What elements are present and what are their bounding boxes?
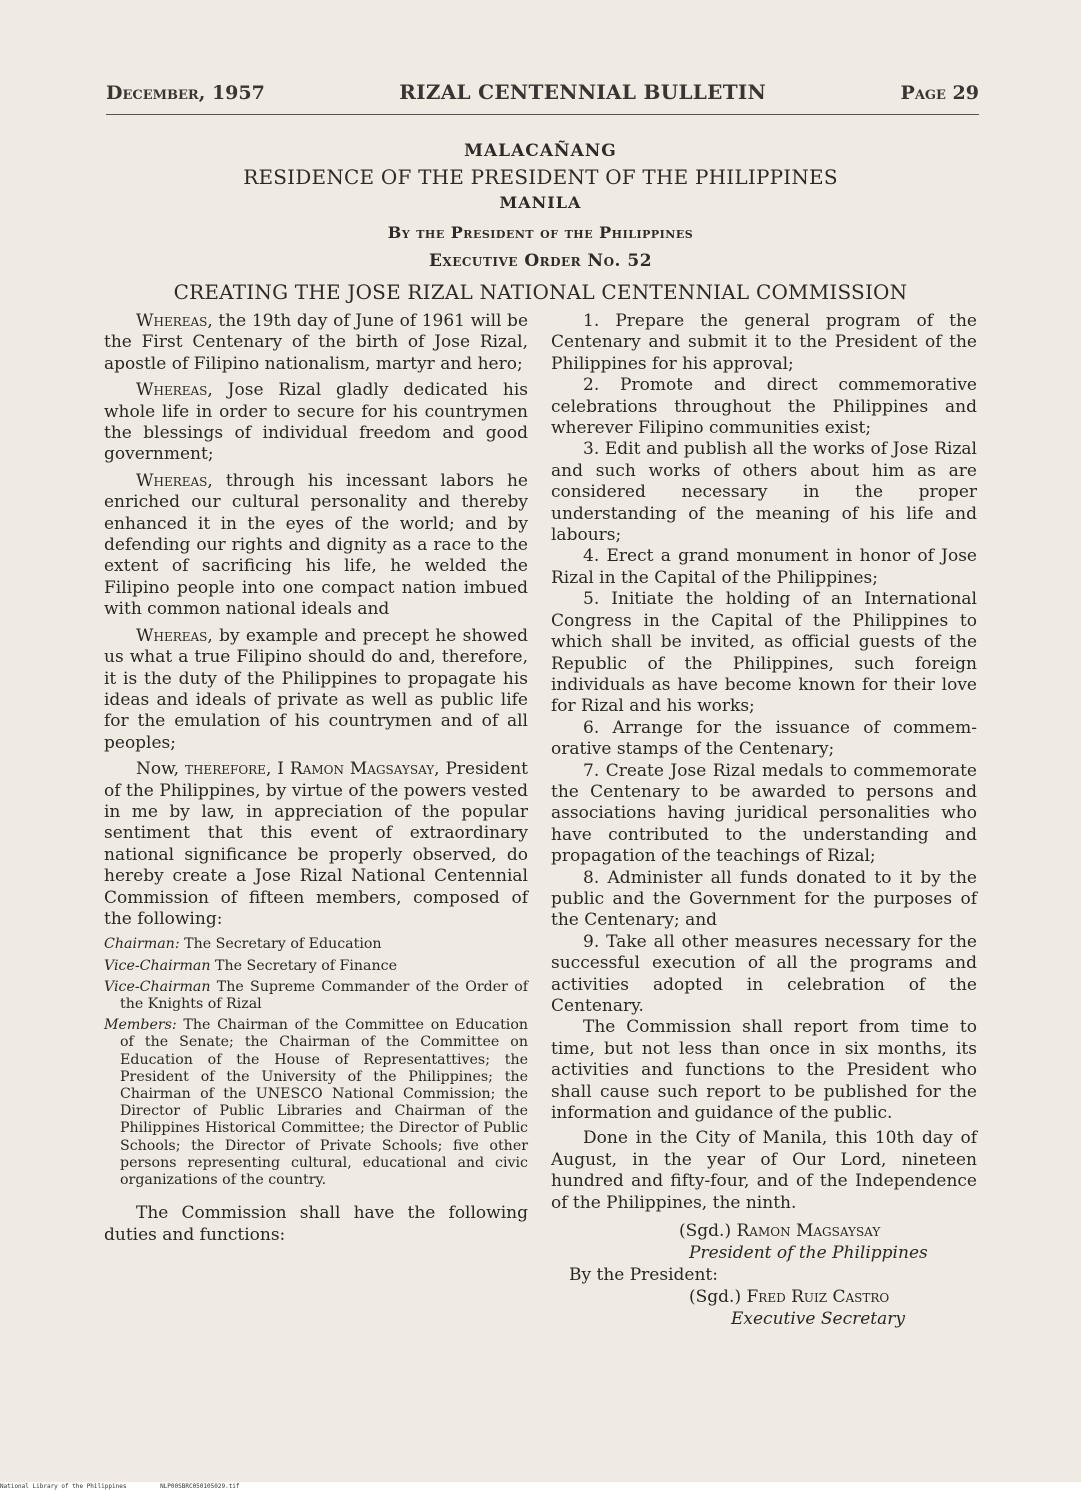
whereas-text: through his incessant labors he enriched our cultural personality and thereby enhanced it in the eyes of the world; and by defending our rights and dignity as a race to the extent of sacrificing his life, he welded the Filipino people into one compact nation imbued with common national ideals and (104, 470, 528, 620)
duty-item: 5. Initiate the holding of an International Congress in the Capital of the Philippines to which shall be invited, as official guests of the Republic of the Philippines, such foreign individuals as have become known for their love for Rizal and his works; (551, 589, 977, 717)
issue-date: December, 1957 (106, 82, 265, 104)
pronoun: I (271, 759, 290, 780)
whereas-text: the 19th day of June of 1961 will be the First Centenary of the birth of Jose Rizal, apostle of Filipino nationalism, martyr and hero; (104, 311, 528, 374)
member-text: The Secretary of Finance (210, 957, 397, 974)
duty-item: 9. Take all other measures necessary for the successful execution of all the programs and activities adopted in celebration of the Centenary. (551, 931, 977, 1016)
whereas-lead: Whereas, (136, 470, 213, 491)
done-paragraph: Done in the City of Manila, this 10th day of August, in the year of Our Lord, nineteen hundred and fifty-four, and of the Independence of the Philippines, the ninth. (551, 1128, 977, 1213)
signature-president (551, 1220, 977, 1242)
member-role: Members: (104, 1017, 177, 1034)
whereas-lead: Whereas, (136, 380, 213, 401)
whereas-paragraph-1 (104, 311, 528, 375)
right-column (551, 311, 977, 1330)
header-rule (106, 114, 979, 115)
signature-block (551, 1220, 977, 1330)
signatory-title: President of the Philippines (689, 1243, 928, 1264)
whereas-text: by example and precept he showed us what a true Filipino should do and, therefore, it is the duty of the Philippines to propagate his ideas and ideals of private as well as public life for the emulation of his countrymen and of all peoples; (104, 625, 528, 753)
whereas-paragraph-4 (104, 626, 528, 754)
signatory-name: Ramon Magsaysay (736, 1221, 881, 1242)
duties-intro: The Commission shall have the following duties and functions: (104, 1203, 528, 1245)
left-column (104, 311, 528, 1251)
commission-members (104, 936, 528, 1189)
duty-item: 7. Create Jose Rizal medals to commemorate the Centenary to be awarded to persons and associations having juridical personalities who have contributed to the understanding and propagation of the teachings of Rizal; (551, 760, 977, 867)
signed-mark: (Sgd.) (689, 1287, 747, 1308)
source-label: National Library of the Philippines (0, 1483, 127, 1490)
residence-heading: RESIDENCE OF THE PRESIDENT OF THE PHILIPPINES (243, 165, 838, 189)
whereas-paragraph-3 (104, 471, 528, 621)
signatory-title: Executive Secretary (731, 1309, 905, 1330)
order-number-heading: Executive Order No. 52 (428, 251, 653, 271)
duty-item: 2. Promote and direct commemorative celebrations throughout the Philippines and wherever Filipino communities exist; (551, 375, 977, 439)
scan-footer (0, 1482, 1081, 1491)
duty-item: 3. Edit and publish all the works of Jose Rizal and such works of others about him as are considered necessary in the proper understanding of the meaning of his life and labours; (551, 439, 977, 546)
member-entry (104, 936, 528, 953)
by-the-president: By the President: (569, 1265, 718, 1286)
whereas-text: Jose Rizal gladly dedicated his whole life in order to secure for his countrymen the blessings of individual freedom and good government; (104, 380, 528, 465)
signature-secretary (551, 1286, 977, 1308)
member-entry (104, 979, 528, 1013)
office-heading: MALACAÑANG (464, 141, 617, 161)
member-role: Vice-Chairman (104, 957, 211, 974)
file-label: NLP00SBRC050105029.tif (160, 1483, 240, 1490)
now-therefore-paragraph (104, 759, 528, 930)
member-entry (104, 1017, 528, 1189)
therefore-word: therefore, (179, 759, 272, 780)
by-president-heading: By the President of the Philippines (387, 223, 694, 242)
duty-item: 6. Arrange for the issuance of commemorative stamps of the Centenary; (551, 717, 977, 760)
member-text: The Supreme Commander of the Order of the Knights of Rizal (120, 978, 528, 1012)
president-name: Ramon Magsaysay, (289, 759, 440, 780)
member-text: The Chairman of the Committee on Education of the Senate; the Chairman of the Committee on Education of the House of Representattives; the President of the University of the Philippines; the Chairman of the UNESCO National Commission; the Director of Public Libraries and Chairman of the Philippines Historical Committee; the Director of Public Schools; the Director of Private Schools; five other persons representing cultural, educational and civic organizations of the country. (120, 1017, 528, 1189)
now-text: President of the Philippines, by virtue of the powers vested in me by law, in appreciation of the popular sentiment that this event of extraordinary national significance be properly observed, do hereby create a Jose Rizal National Centennial Commission of fifteen members, composed of the following: (104, 759, 529, 929)
publication-title: RIZAL CENTENNIAL BULLETIN (399, 80, 767, 104)
signed-mark: (Sgd.) (679, 1221, 737, 1242)
now-lead: Now, (136, 759, 180, 780)
signatory-name: Fred Ruiz Castro (746, 1287, 890, 1308)
report-paragraph: The Commission shall report from time to time, but not less than once in six months, its activities and functions to the President who shall cause such report to be published for the information and guidance of the public. (551, 1017, 977, 1124)
duty-item: 1. Prepare the general program of the Centenary and submit it to the President of the Philippines for his approval; (551, 311, 977, 374)
city-heading: MANILA (499, 193, 582, 212)
duty-item: 4. Erect a grand monument in honor of Jose Rizal in the Capital of the Philippines; (551, 546, 977, 588)
page-number: Page 29 (900, 82, 979, 104)
whereas-paragraph-2 (104, 380, 528, 466)
member-role: Chairman: (104, 936, 180, 953)
order-title: CREATING THE JOSE RIZAL NATIONAL CENTENNIAL COMMISSION (173, 280, 908, 304)
member-entry (104, 958, 528, 975)
member-text: The Secretary of Education (179, 936, 382, 953)
whereas-lead: Whereas, (136, 625, 213, 646)
whereas-lead: Whereas, (136, 311, 213, 331)
member-role: Vice-Chairman (104, 978, 211, 995)
running-header (106, 80, 979, 104)
duty-item: 8. Administer all funds donated to it by the public and the Government for the purposes of the Centenary; and (551, 867, 977, 931)
